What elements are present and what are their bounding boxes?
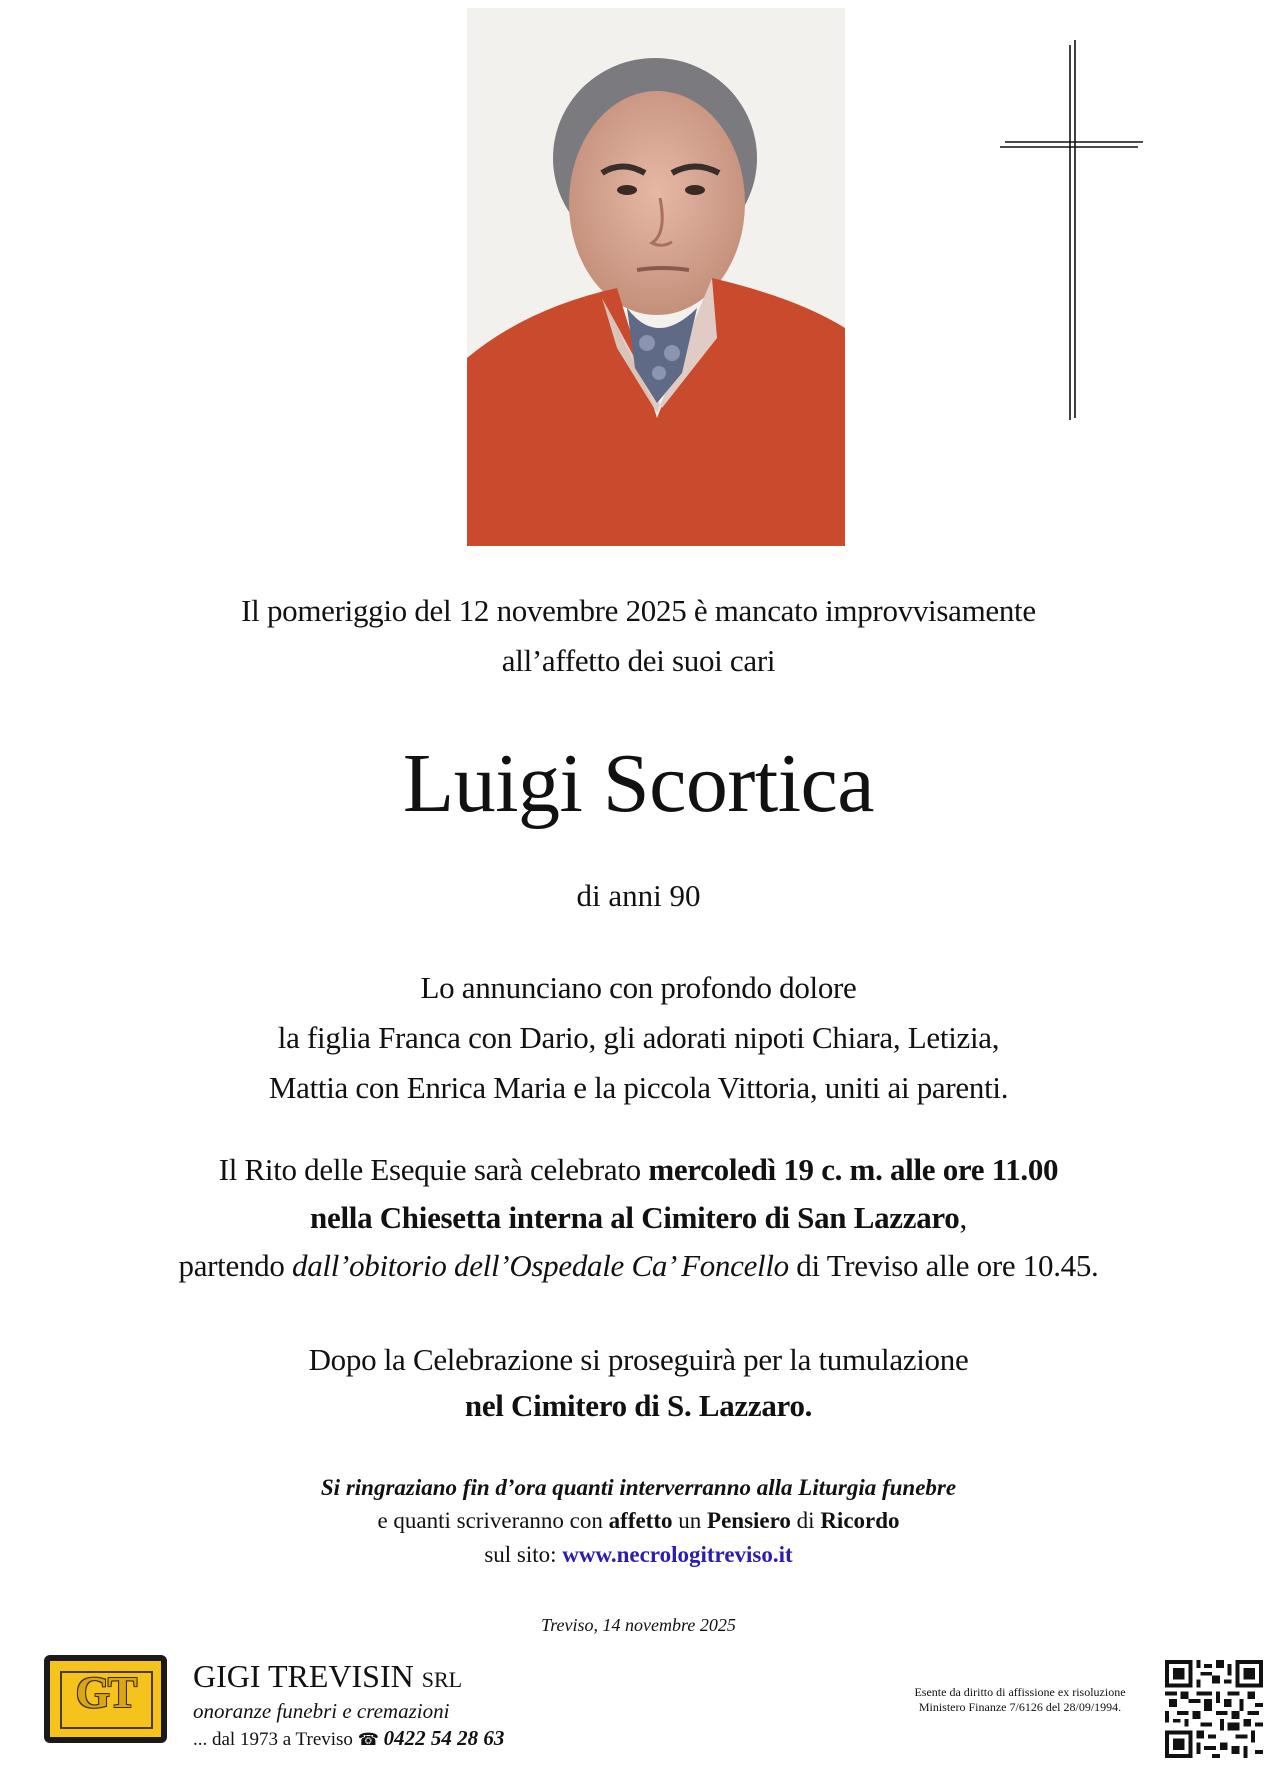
cross-icon [995,40,1150,430]
intro-line-2: all’affetto dei suoi cari [501,643,776,678]
thanks-line-3 [0,1542,1277,1568]
thanks-pensiero: Pensiero [707,1508,791,1533]
disclaimer-line-1: Esente da diritto di affissione ex risoluzione [914,1685,1126,1699]
thanks-ricordo: Ricordo [820,1508,900,1533]
funeral-line-2 [0,1200,1277,1236]
company-phone: 0422 54 28 63 [383,1726,505,1750]
deceased-name: Luigi Scortica [402,737,875,830]
disclaimer-line-2: Ministero Finanze 7/6126 del 28/09/1994. [918,1700,1122,1714]
place-date: Treviso, 14 novembre 2025 [541,1615,736,1635]
company-since: ... dal 1973 a Treviso [193,1729,353,1750]
company-suffix: SRL [421,1667,463,1692]
funeral-location: nella Chiesetta interna al Cimitero di San Lazzaro [310,1200,960,1235]
burial-line-1: Dopo la Celebrazione si proseguirà per la tumulazione [308,1342,969,1377]
funeral-text: Il Rito delle Esequie sarà celebrato [218,1152,649,1187]
portrait-image [467,8,845,546]
departure-time: di Treviso alle ore 10.45. [788,1248,1099,1283]
portrait-photo [467,8,845,546]
site-label: sul sito: [484,1542,563,1567]
departure-text: partendo [178,1248,293,1283]
company-tagline: onoranze funebri e cremazioni [193,1699,450,1723]
logo-monogram: GT [75,1668,136,1717]
departure-place: dall’obitorio dell’Ospedale Ca’ Foncello [292,1248,789,1283]
burial-line-2 [0,1388,1277,1424]
family-line-1: Lo annunciano con profondo dolore [420,970,857,1005]
company-since-line [193,1724,504,1754]
thanks-line-1: Si ringraziano fin d’ora quanti interverranno alla Liturgia funebre [320,1475,957,1500]
thanks-text: un [672,1508,708,1533]
qr-code[interactable] [1165,1660,1263,1758]
thanks-line-2 [0,1508,1277,1534]
funeral-comma: , [959,1200,967,1235]
company-info [193,1658,504,1754]
tax-exemption-note [880,1685,1160,1715]
company-name: GIGI TREVISIN [193,1658,414,1694]
thanks-affetto: affetto [608,1508,673,1533]
telephone-icon: ☎ [357,1730,379,1749]
website-link[interactable]: www.necrologitreviso.it [562,1542,793,1567]
burial-location: nel Cimitero di S. Lazzaro. [464,1388,813,1423]
thanks-text: e quanti scriveranno con [377,1508,609,1533]
family-line-2: la figlia Franca con Dario, gli adorati nipoti Chiara, Letizia, [277,1020,1000,1055]
funeral-line-1 [0,1152,1277,1188]
deceased-age: di anni 90 [576,878,701,913]
intro-line-1: Il pomeriggio del 12 novembre 2025 è mancato improvvisamente [241,593,1036,628]
funeral-datetime: mercoledì 19 c. m. alle ore 11.00 [648,1152,1059,1187]
thanks-text: di [790,1508,821,1533]
family-line-3: Mattia con Enrica Maria e la piccola Vittoria, uniti ai parenti. [268,1070,1009,1105]
company-logo [44,1655,167,1743]
company-name-line [193,1658,504,1698]
funeral-line-3 [0,1248,1277,1284]
